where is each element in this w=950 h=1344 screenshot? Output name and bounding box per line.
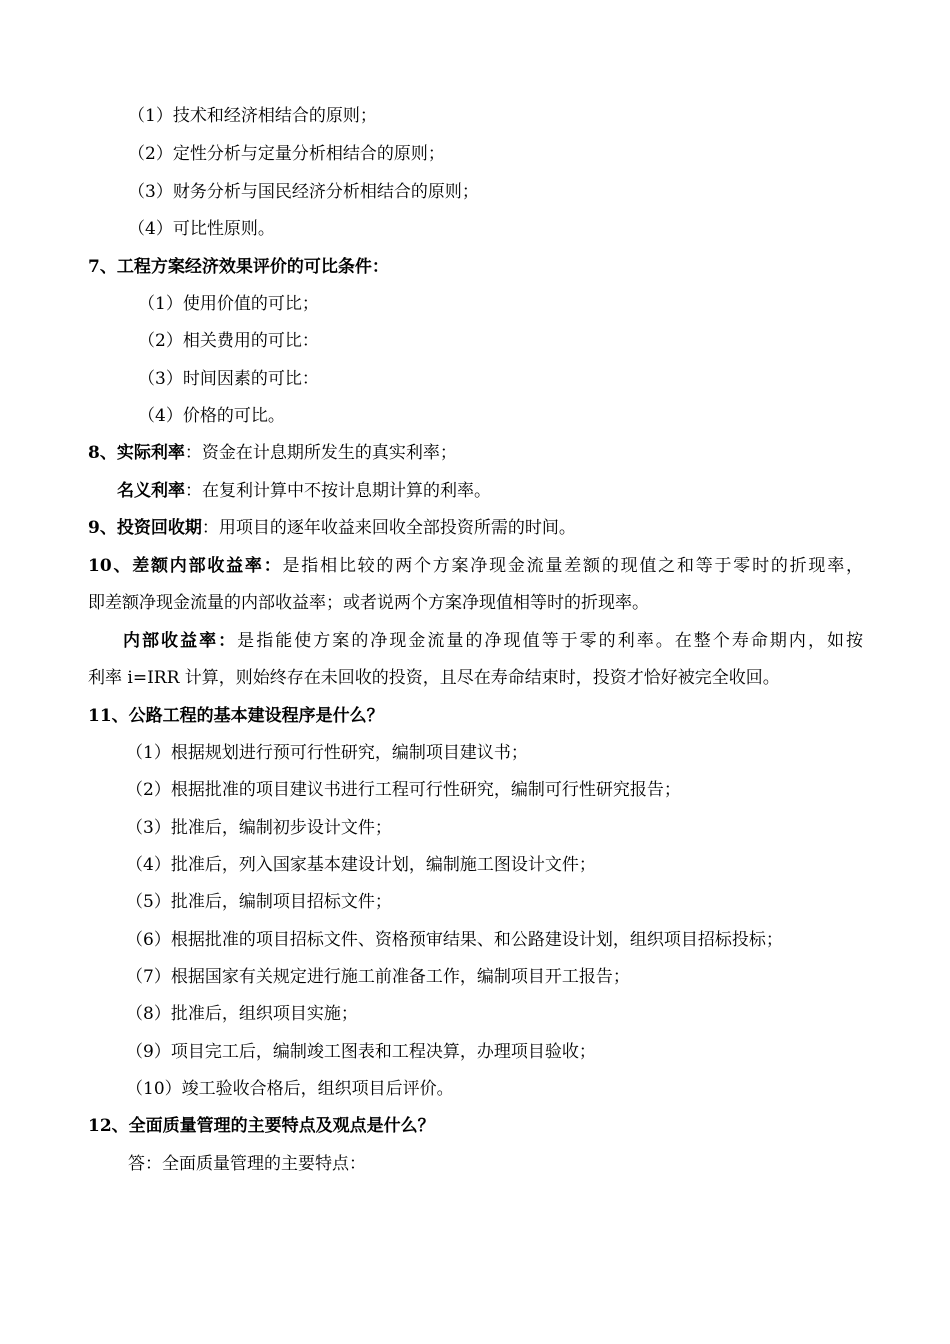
q8-term-nominal-rate: 名义利率 bbox=[117, 481, 185, 501]
q11-item-8: （8）批准后，组织项目实施； bbox=[126, 1004, 358, 1024]
q11-item-6: （6）根据批准的项目招标文件、资格预审结果、和公路建设计划，组织项目招标投标； bbox=[126, 930, 783, 950]
q11-item-3: （3）批准后，编制初步设计文件； bbox=[126, 818, 392, 838]
q8-line-1 bbox=[88, 442, 457, 464]
q11-item-9: （9）项目完工后，编制竣工图表和工程决算，办理项目验收； bbox=[126, 1042, 596, 1062]
q8-line-2 bbox=[117, 480, 491, 502]
q10-irr-line-2: 利率 i=IRR 计算，则始终存在未回收的投资，且尽在寿命结束时，投资才恰好被完全收回。 bbox=[88, 668, 780, 688]
principle-item-1: （1）技术和经济相结合的原则； bbox=[128, 106, 377, 126]
principle-item-2: （2）定性分析与定量分析相结合的原则； bbox=[128, 144, 445, 164]
q9-term: 9、投资回收期 bbox=[88, 518, 202, 538]
q10-irr-line-1 bbox=[123, 630, 863, 652]
q10-line-1 bbox=[88, 555, 863, 577]
q7-heading: 7、工程方案经济效果评价的可比条件： bbox=[88, 257, 389, 277]
q10-irr-term: 内部收益率： bbox=[123, 631, 238, 651]
q12-heading: 12、全面质量管理的主要特点及观点是什么？ bbox=[88, 1116, 435, 1136]
q11-item-7: （7）根据国家有关规定进行施工前准备工作，编制项目开工报告； bbox=[126, 967, 630, 987]
principle-item-4: （4）可比性原则。 bbox=[128, 219, 275, 239]
q9-def: ：用项目的逐年收益来回收全部投资所需的时间。 bbox=[201, 518, 576, 538]
q10-def-part-1: 是指相比较的两个方案净现金流量差额的现值之和等于零时的折现率， bbox=[282, 556, 863, 576]
q11-item-1: （1）根据规划进行预可行性研究，编制项目建议书； bbox=[126, 743, 528, 763]
q7-item-1: （1）使用价值的可比； bbox=[138, 294, 319, 314]
q11-item-5: （5）批准后，编制项目招标文件； bbox=[126, 892, 392, 912]
q11-heading: 11、公路工程的基本建设程序是什么？ bbox=[88, 706, 384, 726]
q8-def-nominal-rate: ：在复利计算中不按计息期计算的利率。 bbox=[185, 481, 491, 501]
q11-item-10: （10）竣工验收合格后，组织项目后评价。 bbox=[126, 1079, 454, 1099]
principle-item-3: （3）财务分析与国民经济分析相结合的原则； bbox=[128, 182, 479, 202]
q10-term: 10、差额内部收益率： bbox=[88, 556, 283, 576]
q11-item-4: （4）批准后，列入国家基本建设计划，编制施工图设计文件； bbox=[126, 855, 596, 875]
q10-line-2: 即差额净现金流量的内部收益率；或者说两个方案净现值相等时的折现率。 bbox=[88, 593, 649, 613]
q8-term-actual-rate: 8、实际利率 bbox=[88, 443, 185, 463]
q7-item-3: （3）时间因素的可比： bbox=[138, 369, 319, 389]
q7-item-2: （2）相关费用的可比： bbox=[138, 331, 319, 351]
q8-def-actual-rate: ：资金在计息期所发生的真实利率； bbox=[184, 443, 457, 463]
q10-irr-def-part-1: 是指能使方案的净现金流量的净现值等于零的利率。在整个寿命期内，如按 bbox=[237, 631, 864, 651]
q9-line bbox=[88, 517, 576, 539]
q12-answer: 答：全面质量管理的主要特点： bbox=[128, 1154, 366, 1174]
q11-item-2: （2）根据批准的项目建议书进行工程可行性研究，编制可行性研究报告； bbox=[126, 780, 681, 800]
q7-item-4: （4）价格的可比。 bbox=[138, 406, 285, 426]
